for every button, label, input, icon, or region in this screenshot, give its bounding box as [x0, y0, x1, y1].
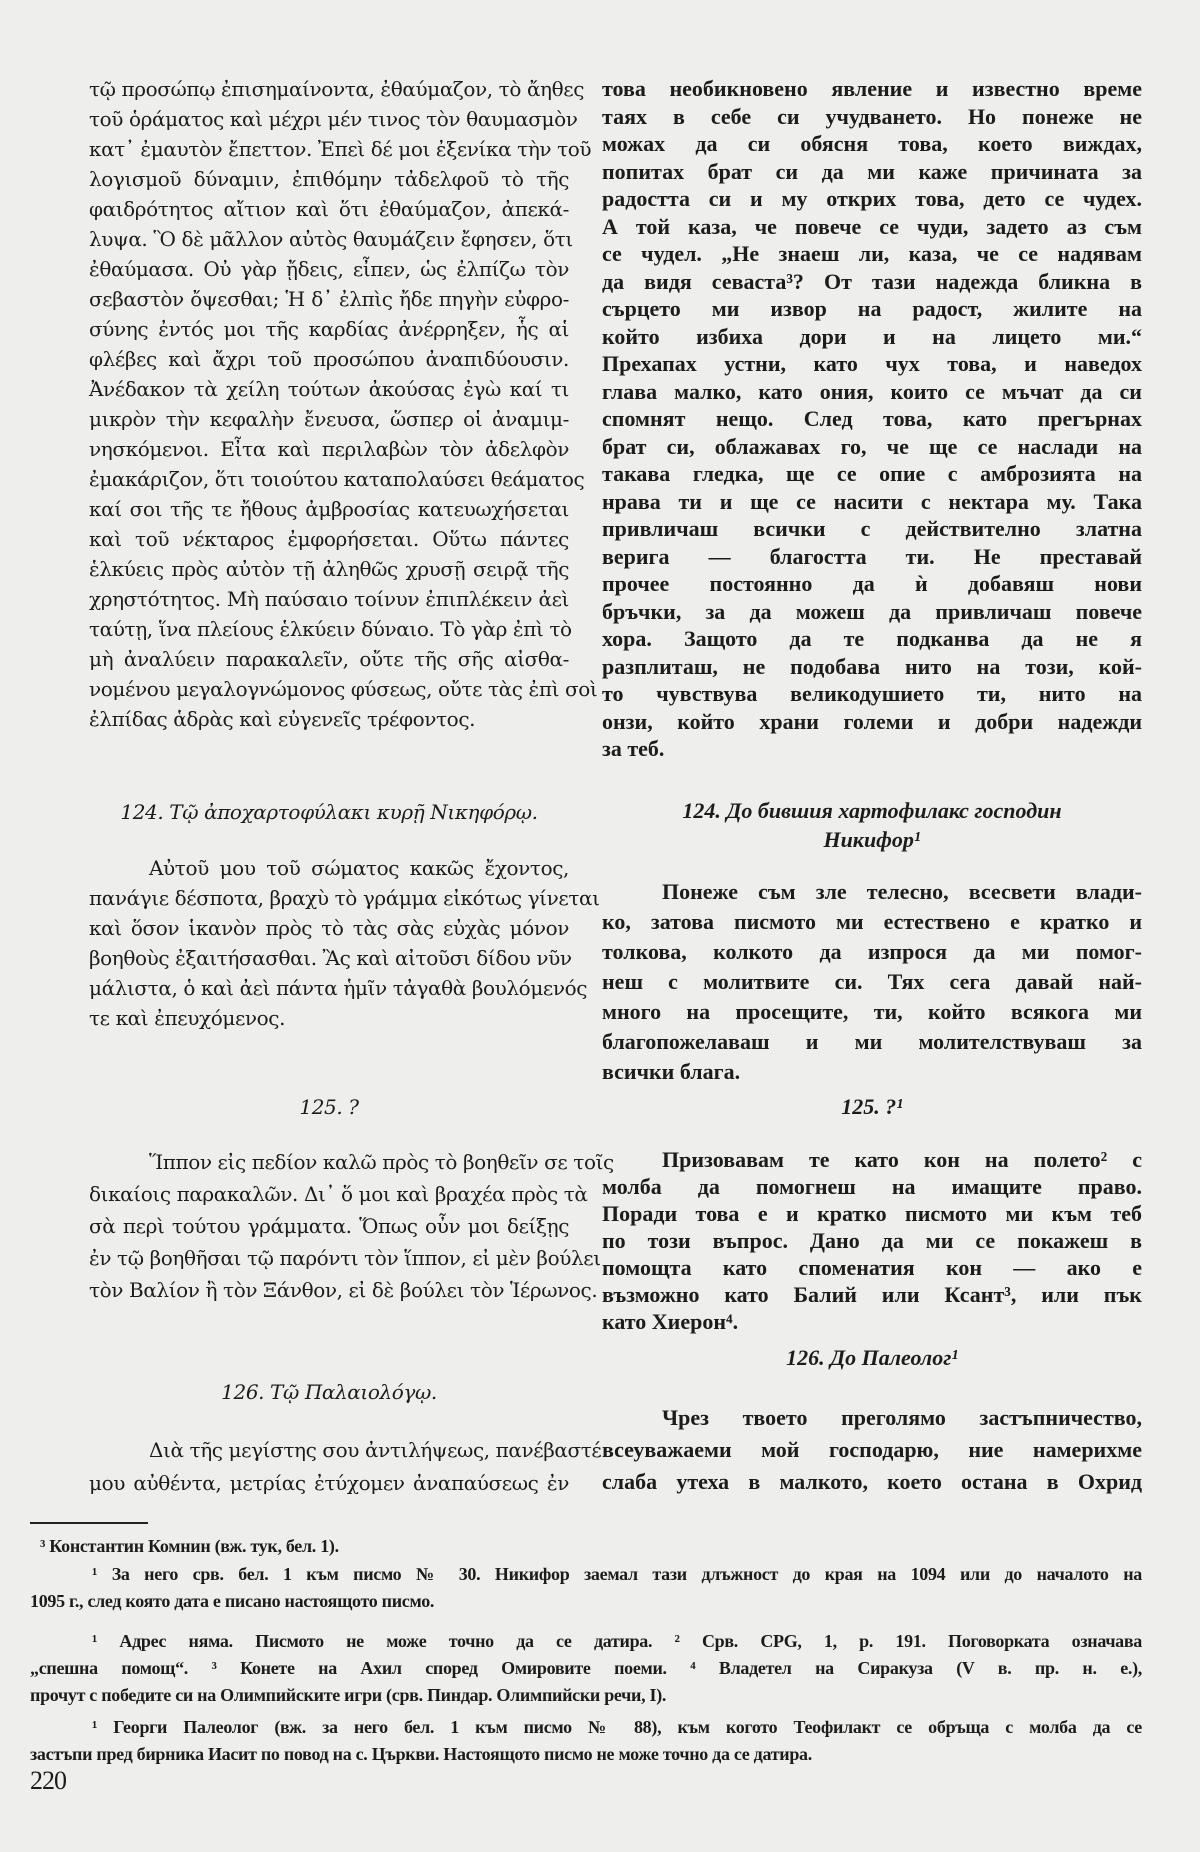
text-line: хора. Защото да те подканва да не я	[602, 626, 1142, 651]
text-line: бръчки, за да можеш да привличаш повече	[602, 598, 1142, 624]
bulgarian-letter-125-body	[602, 1146, 1142, 1335]
text-line: Чрез твоето преголямо застъпничество,	[662, 1405, 1142, 1430]
text-line: πανάγιε δέσποτα, βραχὺ τὸ γράμμα εἰκότως γίνεται	[89, 886, 600, 910]
text-line: онзи, който храни големи и добри надежди	[602, 708, 1142, 734]
greek-letter-124-title: 124. Τῷ ἀποχαρτοφύλακι κυρῇ Νικηφόρῳ.	[120, 800, 538, 824]
greek-letter-125-body	[89, 1146, 614, 1306]
text-line: за теб.	[602, 736, 665, 761]
text-line: 1095 г., след която дата е писано настоящото писмо.	[30, 1591, 435, 1611]
text-line: φλέβες καὶ ἄχρι τοῦ προσώπου ἀναπιδύουσιν.	[89, 347, 569, 371]
text-line: ἑλκύεις πρὸς αὐτὸν τῇ ἀληθῶς χρυσῇ σειρᾷ τῆς	[89, 557, 569, 581]
text-line: καὶ τοῦ νέκταρος ἐμφορήσεται. Οὕτω πάντες	[89, 527, 569, 551]
text-line: А той каза, че повече се чуди, задето аз съм	[602, 213, 1142, 239]
greek-letter-124-body	[89, 853, 600, 1033]
page-number: 220	[30, 1766, 66, 1795]
text-line: χρηστότητος. Μὴ παύσαιο τοίνυν ἐπιπλέκειν ἀεὶ	[89, 587, 569, 611]
text-line: много на просещите, ти, който всякога ми	[602, 999, 1142, 1024]
text-line: σὰ περὶ τούτου γράμματα. Ὅπως οὖν μοι δείξῃς	[89, 1214, 569, 1238]
text-line: νησκόμενοι. Εἶτα καὶ περιλαβὼν τὸν ἀδελφὸν	[89, 437, 569, 461]
text-line: ἐν τῷ βοηθῆσαι τῷ παρόντι τὸν ἵππον, εἰ μὲν βούλει	[89, 1246, 601, 1270]
bulgarian-letter-124-title	[602, 796, 1142, 854]
text-line: Прехапах устни, като чух това, и наведох	[602, 351, 1142, 376]
text-line: то чувствува великодушието ти, нито на	[602, 681, 1142, 706]
text-line: ἐλπίδας ἁδρὰς καὶ εὐγενεῖς τρέφοντος.	[89, 707, 476, 731]
text-line: прочут с победите си на Олимпийските игри (срв. Пиндар. Олимпийски речи, I).	[30, 1685, 667, 1705]
text-line: μάλιστα, ὁ καὶ ἀεὶ πάντα ἡμῖν τἀγαθὰ βουλόμενός	[89, 976, 588, 1000]
text-line: молба да помогнеш на имащите право.	[602, 1174, 1142, 1199]
text-line: се чудел. „Не знаеш ли, каза, че се надявам	[602, 241, 1142, 266]
text-line: нрава ти и ще се насити с нектара му. Така	[602, 488, 1142, 514]
text-line: всички блага.	[602, 1059, 741, 1084]
text-line: всеуважаеми мой господарю, ние намерихме	[602, 1437, 1142, 1462]
bulgarian-letter-126-body	[602, 1402, 1142, 1498]
text-line: ἐθαύμασα. Οὐ γὰρ ᾔδεις, εἶπεν, ὡς ἐλπίζω τὸν	[89, 257, 569, 281]
text-line: който избиха дори и на лицето ми.“	[602, 323, 1142, 349]
text-line: σύνης ἐντός μοι τῆς καρδίας ἀνέρρηξεν, ἧς αἱ	[89, 317, 569, 341]
text-line: καὶ ὅσον ἱκανὸν πρὸς τὸ τὰς σὰς εὐχὰς μόνον	[89, 916, 569, 940]
greek-letter-126-title: 126. Τῷ Παλαιολόγῳ.	[221, 1380, 437, 1404]
text-line: μικρὸν τὴν κεφαλὴν ἔνευσα, ὥσπερ οἱ ἀναμιμ-	[89, 407, 569, 431]
bulgarian-letter-124-title-line1: 124. До бившия хартофилакс господин	[682, 798, 1062, 823]
text-line: спомнят нещо. След това, като прегърнах	[602, 406, 1142, 431]
text-line: като Хиерон⁴.	[602, 1309, 739, 1334]
text-line: ταύτῃ, ἵνα πλείους ἑλκύειν δύναιο. Τὸ γὰρ ἐπὶ τὸ	[89, 617, 572, 641]
greek-letter-125-title: 125. ?	[299, 1095, 359, 1119]
bulgarian-letter-124-title-line2: Никифор¹	[823, 827, 921, 852]
text-line: τὸν Βαλίον ἢ τὸν Ξάνθον, εἰ δὲ βούλει τὸν Ἱέρωνος.	[89, 1278, 598, 1302]
footnote-separator	[30, 1522, 148, 1524]
text-line: привличаш всички с действително златна	[602, 516, 1142, 541]
text-line: Ἵππον εἰς πεδίον καλῶ πρὸς τὸ βοηθεῖν σε τοῖς	[149, 1150, 614, 1174]
text-line: слаба утеха в малкото, което остана в Охрид	[602, 1469, 1142, 1494]
text-line: μὴ ἀναλύειν παρακαλεῖν, οὔτε τῆς σῆς αἰσθα-	[89, 647, 569, 671]
text-line: ¹ Георги Палеолог (вж. за него бел. 1 към писмо № 88), към когото Теофилакт се обръща с молба да се	[92, 1717, 1142, 1737]
text-line: βοηθοὺς ἐξαιτήσασθαι. Ἂς καὶ αἰτοῦσι δίδου νῦν	[89, 946, 572, 970]
footnote-letter-126	[30, 1714, 1142, 1768]
bulgarian-letter-126-title: 126. До Палеолог¹	[786, 1345, 958, 1370]
text-line: δικαίοις παρακαλῶν. Δι᾽ ὅ μοι καὶ βραχέα πρὸς τὰ	[89, 1182, 588, 1206]
text-line: μου αὐθέντα, μετρίας ἐτύχομεν ἀναπαύσεως ἐν	[89, 1471, 569, 1495]
greek-text-continuation	[89, 74, 598, 734]
text-line: таях в себе си учудването. Но понеже не	[602, 103, 1142, 129]
text-line: καί σοι τῆς τε ἤθους ἀμβροσίας κατευωχήσεται	[89, 497, 569, 521]
text-line: можах да си обясня това, което виждах,	[602, 131, 1142, 156]
footnote-letter-124	[30, 1561, 1142, 1615]
footnote-letter-125	[30, 1628, 1142, 1709]
text-line: попитах брат си да ми каже причината за	[602, 158, 1142, 184]
text-line: τῷ προσώπῳ ἐπισημαίνοντα, ἐθαύμαζον, τὸ ἄηθες	[89, 77, 585, 101]
text-line: глава малко, като ония, които се мъчат да си	[602, 378, 1142, 404]
text-line: σεβαστὸν ὄψεσθαι; Ἡ δ᾽ ἐλπὶς ἤδε πηγὴν εὐφρο-	[89, 287, 569, 311]
text-line: благопожелаваш и ми молителствуваш за	[602, 1029, 1142, 1054]
text-line: ³ Константин Комнин (вж. тук, бел. 1).	[40, 1536, 339, 1556]
text-line: νομένου μεγαλογνώμονος φύσεως, οὔτε τὰς ἐπὶ σοὶ	[89, 677, 598, 701]
text-line: τε καὶ ἐπευχόμενος.	[89, 1006, 286, 1030]
text-line: Поради това е и кратко писмото ми към теб	[602, 1201, 1142, 1226]
bulgarian-letter-124-body	[602, 877, 1142, 1087]
text-line: Призовавам те като кон на полето² с	[662, 1147, 1142, 1172]
text-line: ¹ Адрес няма. Писмото не може точно да се датира. ² Срв. CPG, 1, p. 191. Поговорката означава	[92, 1631, 1142, 1651]
text-line: Διὰ τῆς μεγίστης σου ἀντιλήψεως, πανέβαστέ	[149, 1438, 602, 1462]
text-line: радостта си и му открих това, дето се чудех.	[602, 186, 1142, 211]
text-line: φαιδρότητος αἴτιον καὶ ὅτι ἐθαύμαζον, ἀπεκά-	[89, 197, 569, 221]
text-line: неш с молитвите си. Тях сега давай най-	[602, 969, 1142, 994]
bulgarian-letter-125-title: 125. ?¹	[841, 1094, 903, 1119]
text-line: τοῦ ὁράματος καὶ μέχρι μέν τινος τὸν θαυμασμὸν	[89, 107, 578, 131]
text-line: λογισμοῦ δύναμιν, ἐπιθόμην τἀδελφοῦ τὸ τῆς	[89, 167, 569, 191]
text-line: такава гледка, ще се опие с амброзията на	[602, 461, 1142, 486]
text-line: Αὐτοῦ μου τοῦ σώματος κακῶς ἔχοντος,	[149, 856, 569, 880]
text-line: κατ᾽ ἐμαυτὸν ἔπεττον. Ἐπεὶ δέ μοι ἐξενίκα τὴν τοῦ	[89, 137, 592, 161]
text-line: помощта като споменатия кон — ако е	[602, 1255, 1142, 1280]
text-line: прочее постоянно да ѝ добавяш нови	[602, 571, 1142, 596]
text-line: верига — благостта ти. Не преставай	[602, 543, 1142, 569]
text-line: ἐμακάριζον, ὅτι τοιούτου καταπολαύσει θεάματος	[89, 467, 585, 491]
text-line: „спешна помощ“. ³ Конете на Ахил според Омировите поеми. ⁴ Владетел на Сиракуза (V в. пр. н. е.),	[30, 1658, 1142, 1678]
text-line: да видя севаста³? От тази надежда бликна в	[602, 268, 1142, 294]
greek-letter-126-body	[89, 1434, 602, 1500]
text-line: Понеже съм зле телесно, всесвети влади-	[662, 879, 1142, 904]
text-line: разплиташ, не подобава нито на този, кой-	[602, 653, 1142, 679]
text-line: брат си, облажавах го, че ще се наслади на	[602, 433, 1142, 459]
text-line: застъпи пред бирника Иасит по повод на с. Църкви. Настоящото писмо не може точно да се датира.	[30, 1744, 812, 1764]
text-line: това необикновено явление и известно време	[602, 76, 1142, 101]
footnote-previous-letter	[30, 1533, 1142, 1560]
text-line: Ἀνέδακον τὰ χείλη τούτων ἀκούσας ἐγὼ καί τι	[89, 377, 569, 401]
text-line: ко, затова писмото ми естествено е кратко и	[602, 909, 1142, 934]
text-line: сърцето ми извор на радост, жилите на	[602, 296, 1142, 321]
text-line: възможно като Балий или Ксант³, или пък	[602, 1282, 1142, 1307]
text-line: по този въпрос. Дано да ми се покажеш в	[602, 1228, 1142, 1253]
text-line: ¹ За него срв. бел. 1 към писмо № 30. Никифор заемал тази длъжност до края на 1094 или до началото на	[92, 1564, 1142, 1584]
text-line: λυψα. Ὃ δὲ μᾶλλον αὐτὸς θαυμάζειν ἔφησεν, ὅτι	[89, 227, 573, 251]
text-line: толкова, колкото да изпрося да ми помог-	[602, 939, 1142, 964]
bulgarian-text-continuation	[602, 75, 1142, 763]
